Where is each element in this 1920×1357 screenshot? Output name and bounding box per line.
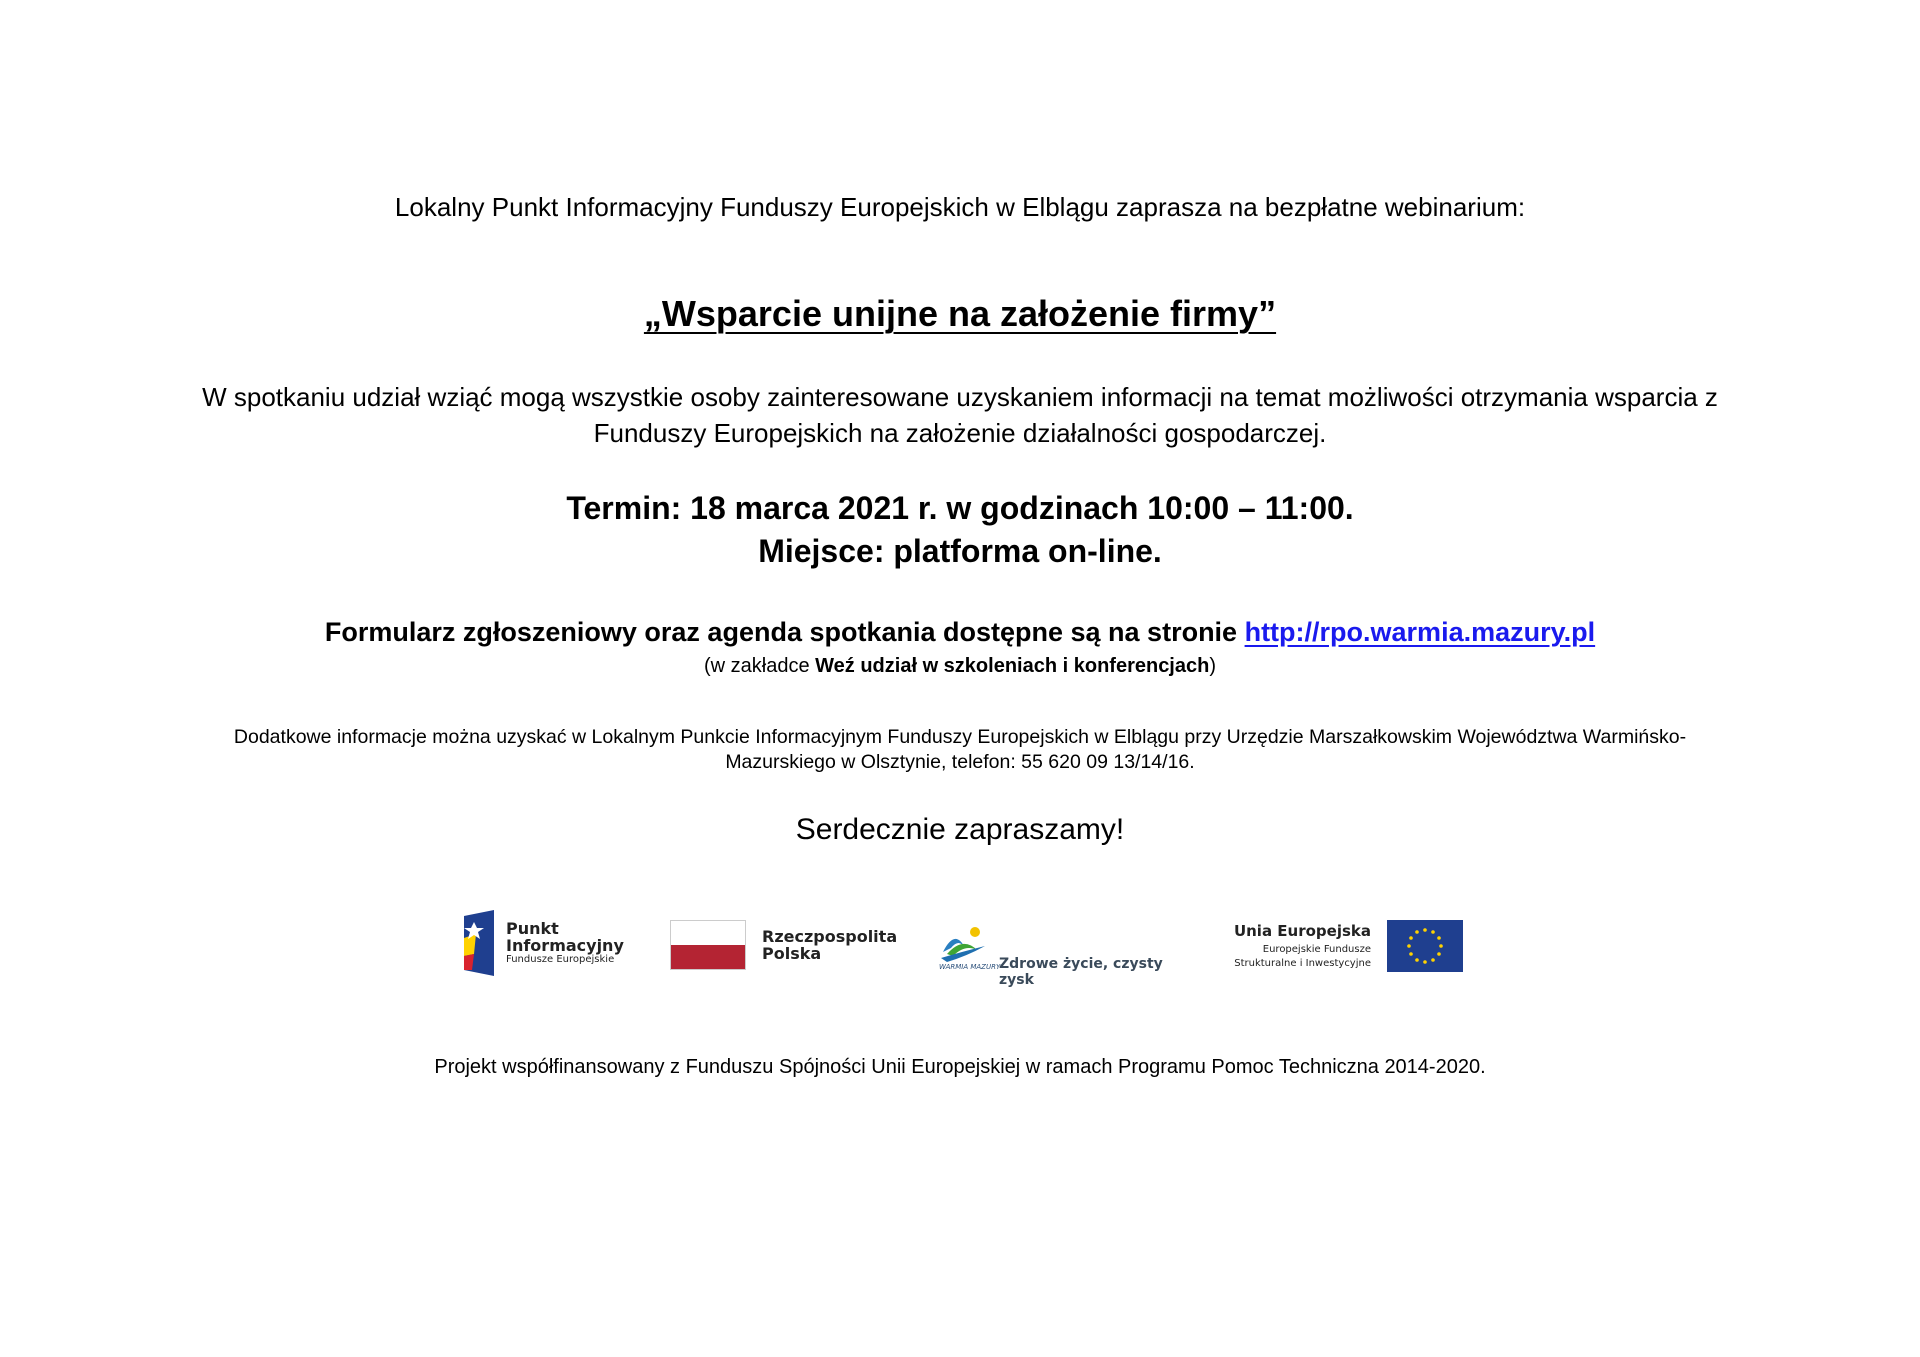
description-line-2: Funduszy Europejskich na założenie działalności gospodarczej. bbox=[593, 418, 1327, 448]
rp-logo-text: Rzeczpospolita Polska bbox=[762, 927, 898, 963]
punkt-logo-subtitle: Fundusze Europejskie bbox=[506, 954, 615, 965]
ue-logo-subtitle-2: Strukturalne i Inwestycyjne bbox=[1234, 958, 1371, 969]
description-line-1: W spotkaniu udział wziąć mogą wszystkie osoby zainteresowane uzyskaniem informacji na temat możliwości otrzymania wsparcia z bbox=[202, 382, 1718, 412]
tab-hint bbox=[0, 655, 1920, 678]
event-date: Termin: 18 marca 2021 r. w godzinach 10:00 – 11:00. bbox=[566, 490, 1354, 526]
warmia-slogan: Zdrowe życie, czysty zysk bbox=[999, 956, 1163, 988]
ue-logo-title: Unia Europejska bbox=[1233, 922, 1371, 940]
contact-info-line-1: Dodatkowe informacje można uzyskać w Lokalnym Punkcie Informacyjnym Funduszy Europejskich w Elblągu przy Urzędzie Marszałkowskim Województwa Warmińsko- bbox=[233, 726, 1687, 748]
rpo-link[interactable]: http://rpo.warmia.mazury.pl bbox=[1244, 617, 1596, 647]
invitation-text: Serdecznie zapraszamy! bbox=[795, 813, 1125, 846]
contact-info-line-2: Mazurskiego w Olsztynie, telefon: 55 620 09 13/14/16. bbox=[725, 751, 1195, 773]
warmia-mazury-icon bbox=[937, 922, 1001, 976]
registration-info bbox=[0, 617, 1920, 648]
punkt-logo-title: Punkt Informacyjny bbox=[506, 919, 624, 955]
event-title-text: „Wsparcie unijne na założenie firmy” bbox=[643, 293, 1277, 334]
svg-text:WARMIA MAZURY: WARMIA MAZURY bbox=[939, 963, 1001, 971]
polish-flag-icon bbox=[670, 920, 746, 970]
event-place: Miejsce: platforma on-line. bbox=[758, 533, 1162, 569]
eu-flag-icon bbox=[1387, 920, 1463, 972]
intro-text: Lokalny Punkt Informacyjny Funduszy Europejskich w Elblągu zaprasza na bezpłatne webinarium: bbox=[394, 192, 1526, 222]
warmia-mazury-logo bbox=[937, 908, 1177, 988]
registration-text: Formularz zgłoszeniowy oraz agenda spotkania dostępne są na stronie bbox=[324, 617, 1245, 647]
event-title bbox=[0, 293, 1920, 335]
punkt-informacyjny-logo bbox=[458, 908, 628, 978]
fundusze-europejskie-icon bbox=[458, 910, 496, 976]
logos-bar bbox=[0, 908, 1920, 988]
tab-hint-name: Weź udział w szkoleniach i konferencjach bbox=[815, 655, 1210, 677]
rzeczpospolita-polska-logo bbox=[670, 908, 900, 978]
ue-logo-subtitle-1: Europejskie Fundusze bbox=[1262, 944, 1371, 955]
cofinancing-footer: Projekt współfinansowany z Funduszu Spójności Unii Europejskiej w ramach Programu Pomoc Techniczna 2014-2020. bbox=[434, 1056, 1486, 1078]
tab-hint-suffix: ) bbox=[1209, 655, 1217, 677]
tab-hint-prefix: (w zakładce bbox=[703, 655, 816, 677]
unia-europejska-logo bbox=[1218, 908, 1463, 978]
